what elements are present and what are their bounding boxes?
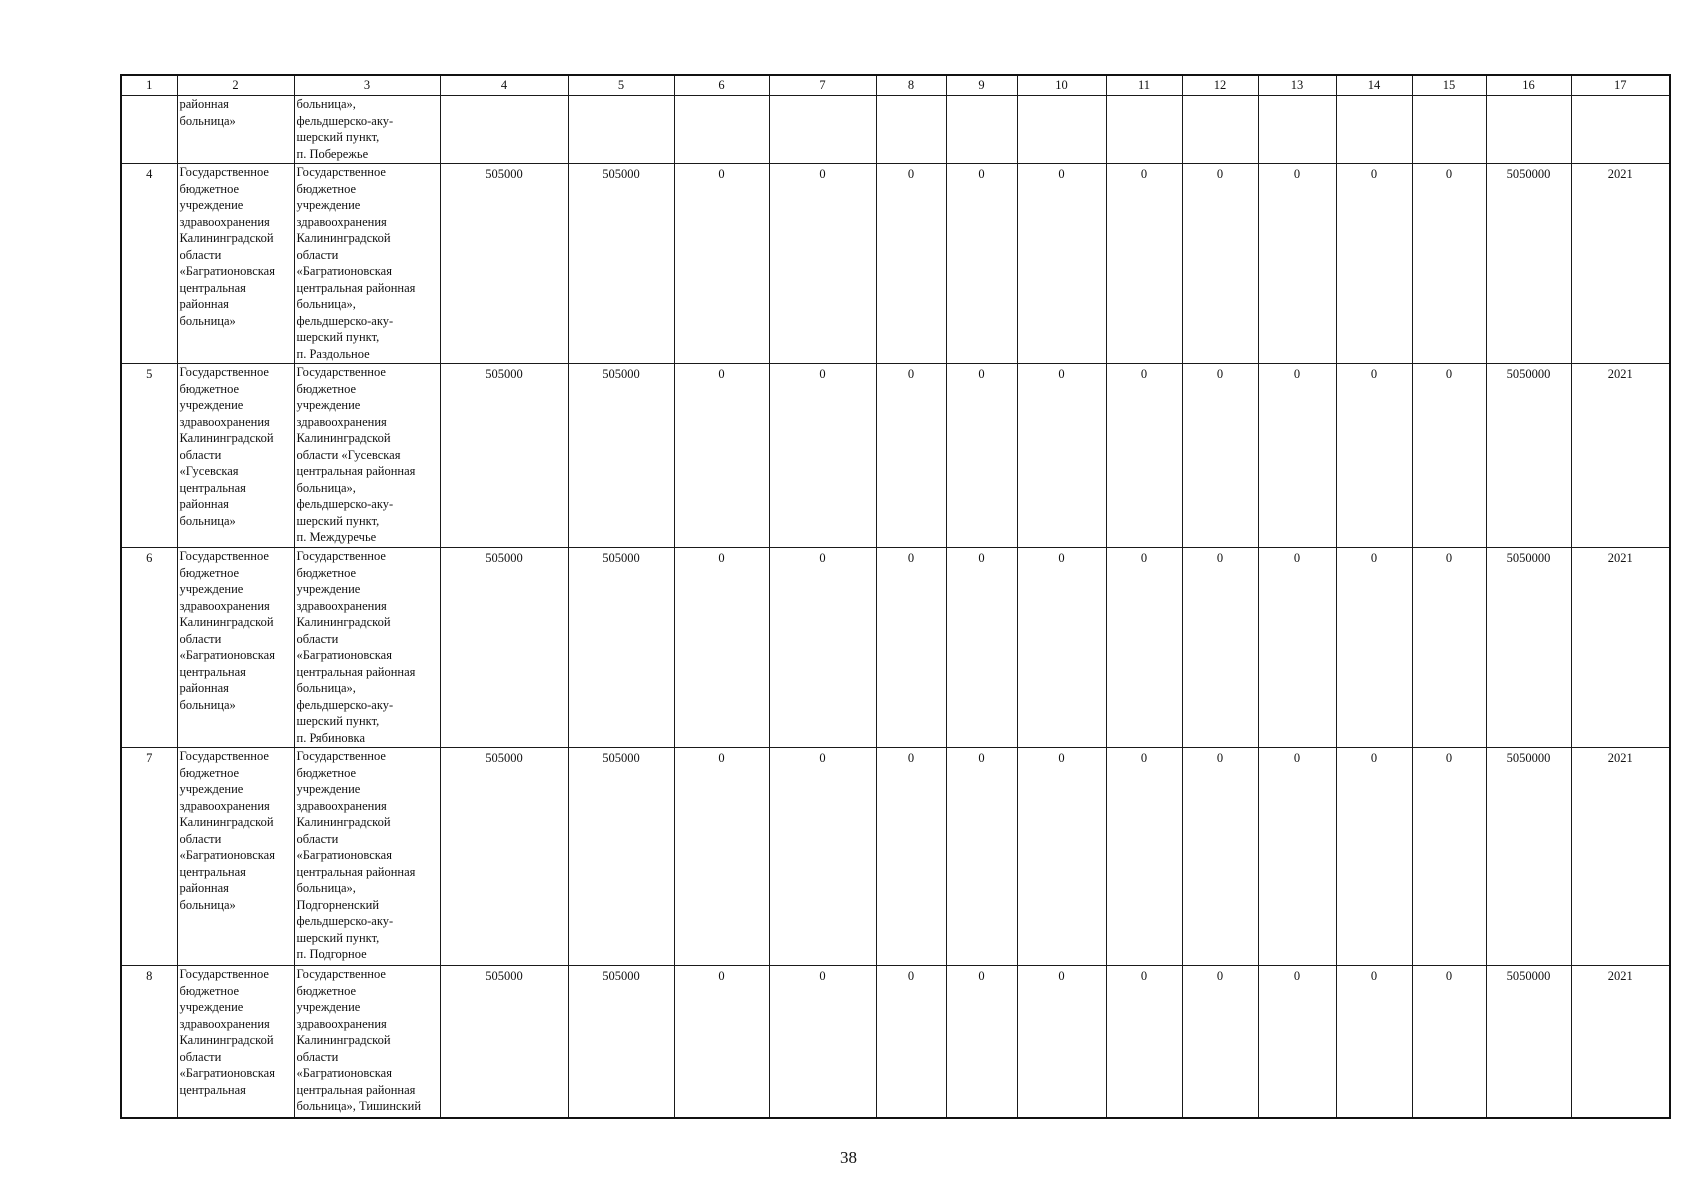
facility-cell: Государственное бюджетное учреждение здравоохранения Калининградской области «Багратионовская центральная районная больница», Тишинский: [294, 966, 440, 1118]
row-number: 6: [121, 548, 177, 748]
value-cell: 0: [674, 748, 769, 966]
table-body: [121, 96, 1670, 1118]
total-cell: 5050000: [1486, 164, 1571, 364]
value-cell: 0: [876, 748, 946, 966]
organization-cell: Государственное бюджетное учреждение здравоохранения Калининградской области «Багратионовская центральная районная больница»: [177, 748, 294, 966]
value-cell: 0: [1106, 164, 1182, 364]
column-header: 8: [876, 75, 946, 96]
column-header: 11: [1106, 75, 1182, 96]
value-cell: 0: [1017, 364, 1106, 548]
value-cell: [1336, 96, 1412, 164]
value-cell: 0: [1336, 548, 1412, 748]
year-cell: 2021: [1571, 164, 1670, 364]
value-cell: 0: [1336, 164, 1412, 364]
value-cell: 0: [946, 748, 1017, 966]
value-cell: 0: [946, 966, 1017, 1118]
value-cell: 0: [1182, 364, 1258, 548]
value-cell: 0: [1017, 164, 1106, 364]
column-header: 13: [1258, 75, 1336, 96]
value-cell: 0: [1258, 966, 1336, 1118]
value-cell: 0: [876, 966, 946, 1118]
header-row: [121, 75, 1670, 96]
organization-cell: Государственное бюджетное учреждение здравоохранения Калининградской области «Багратионовская центральная районная больница»: [177, 548, 294, 748]
value-cell: 505000: [568, 548, 674, 748]
value-cell: 0: [1336, 748, 1412, 966]
column-header: 14: [1336, 75, 1412, 96]
row-number: 4: [121, 164, 177, 364]
column-header: 4: [440, 75, 568, 96]
value-cell: 0: [1336, 966, 1412, 1118]
value-cell: 0: [946, 548, 1017, 748]
row-number: [121, 96, 177, 164]
value-cell: 0: [1258, 164, 1336, 364]
value-cell: 0: [674, 548, 769, 748]
value-cell: [769, 96, 876, 164]
value-cell: 0: [876, 164, 946, 364]
column-header: 12: [1182, 75, 1258, 96]
total-cell: 5050000: [1486, 748, 1571, 966]
document-sheet: [120, 74, 1671, 1119]
value-cell: [674, 96, 769, 164]
value-cell: [876, 96, 946, 164]
value-cell: 0: [769, 548, 876, 748]
value-cell: [1017, 96, 1106, 164]
value-cell: 0: [1182, 548, 1258, 748]
table-row: [121, 966, 1670, 1118]
value-cell: 0: [769, 364, 876, 548]
year-cell: 2021: [1571, 364, 1670, 548]
page-number: 38: [840, 1148, 857, 1167]
organization-cell: Государственное бюджетное учреждение здравоохранения Калининградской области «Багратионовская центральная: [177, 966, 294, 1118]
value-cell: 505000: [568, 966, 674, 1118]
year-cell: 2021: [1571, 748, 1670, 966]
value-cell: [1182, 96, 1258, 164]
value-cell: 0: [1412, 364, 1486, 548]
value-cell: 0: [674, 966, 769, 1118]
value-cell: 0: [1412, 966, 1486, 1118]
organization-cell: Государственное бюджетное учреждение здравоохранения Калининградской области «Багратионовская центральная районная больница»: [177, 164, 294, 364]
column-header: 2: [177, 75, 294, 96]
value-cell: 0: [1412, 748, 1486, 966]
column-header: 10: [1017, 75, 1106, 96]
value-cell: 0: [1106, 748, 1182, 966]
year-cell: [1571, 96, 1670, 164]
value-cell: 0: [1258, 548, 1336, 748]
value-cell: [1412, 96, 1486, 164]
value-cell: 0: [1017, 748, 1106, 966]
value-cell: 0: [1336, 364, 1412, 548]
column-header: 17: [1571, 75, 1670, 96]
value-cell: 0: [1106, 548, 1182, 748]
value-cell: [1258, 96, 1336, 164]
year-cell: 2021: [1571, 548, 1670, 748]
table-row: [121, 364, 1670, 548]
value-cell: 0: [1258, 748, 1336, 966]
facility-cell: Государственное бюджетное учреждение здравоохранения Калининградской области «Багратионовская центральная районная больница», фельдшерско-аку- шерский пункт, п. Рябиновка: [294, 548, 440, 748]
value-cell: 0: [674, 364, 769, 548]
value-cell: 505000: [568, 748, 674, 966]
table-row: [121, 164, 1670, 364]
column-header: 9: [946, 75, 1017, 96]
value-cell: 505000: [568, 164, 674, 364]
organization-cell: районная больница»: [177, 96, 294, 164]
total-cell: 5050000: [1486, 364, 1571, 548]
value-cell: 0: [1412, 164, 1486, 364]
row-number: 5: [121, 364, 177, 548]
value-cell: [440, 96, 568, 164]
column-header: 5: [568, 75, 674, 96]
value-cell: 0: [1017, 548, 1106, 748]
value-cell: 505000: [440, 748, 568, 966]
value-cell: [1106, 96, 1182, 164]
value-cell: 0: [674, 164, 769, 364]
table-row: [121, 548, 1670, 748]
facility-cell: Государственное бюджетное учреждение здравоохранения Калининградской области «Багратионовская центральная районная больница», Подгорненский фельдшерско-аку- шерский пункт, п. Подгорное: [294, 748, 440, 966]
column-header: 3: [294, 75, 440, 96]
total-cell: 5050000: [1486, 548, 1571, 748]
facility-cell: больница», фельдшерско-аку- шерский пункт, п. Побережье: [294, 96, 440, 164]
row-number: 7: [121, 748, 177, 966]
organization-cell: Государственное бюджетное учреждение здравоохранения Калининградской области «Гусевская центральная районная больница»: [177, 364, 294, 548]
value-cell: 505000: [440, 164, 568, 364]
value-cell: 505000: [440, 548, 568, 748]
value-cell: 0: [1412, 548, 1486, 748]
value-cell: 0: [1182, 164, 1258, 364]
value-cell: 0: [769, 748, 876, 966]
value-cell: [946, 96, 1017, 164]
value-cell: 0: [1106, 364, 1182, 548]
value-cell: 0: [946, 164, 1017, 364]
facility-cell: Государственное бюджетное учреждение здравоохранения Калининградской области «Багратионовская центральная районная больница», фельдшерско-аку- шерский пункт, п. Раздольное: [294, 164, 440, 364]
value-cell: 0: [876, 364, 946, 548]
value-cell: 0: [1258, 364, 1336, 548]
column-header: 1: [121, 75, 177, 96]
value-cell: 0: [946, 364, 1017, 548]
value-cell: 0: [769, 966, 876, 1118]
table-row: [121, 96, 1670, 164]
value-cell: 505000: [440, 364, 568, 548]
value-cell: 0: [1017, 966, 1106, 1118]
column-header: 15: [1412, 75, 1486, 96]
value-cell: 0: [876, 548, 946, 748]
data-table: [120, 74, 1671, 1119]
total-cell: 5050000: [1486, 966, 1571, 1118]
value-cell: [568, 96, 674, 164]
column-header: 6: [674, 75, 769, 96]
value-cell: 0: [1182, 748, 1258, 966]
facility-cell: Государственное бюджетное учреждение здравоохранения Калининградской области «Гусевская центральная районная больница», фельдшерско-аку- шерский пункт, п. Междуречье: [294, 364, 440, 548]
year-cell: 2021: [1571, 966, 1670, 1118]
column-header: 7: [769, 75, 876, 96]
column-header: 16: [1486, 75, 1571, 96]
row-number: 8: [121, 966, 177, 1118]
value-cell: 0: [769, 164, 876, 364]
total-cell: [1486, 96, 1571, 164]
value-cell: 505000: [440, 966, 568, 1118]
value-cell: 0: [1106, 966, 1182, 1118]
table-row: [121, 748, 1670, 966]
value-cell: 0: [1182, 966, 1258, 1118]
value-cell: 505000: [568, 364, 674, 548]
